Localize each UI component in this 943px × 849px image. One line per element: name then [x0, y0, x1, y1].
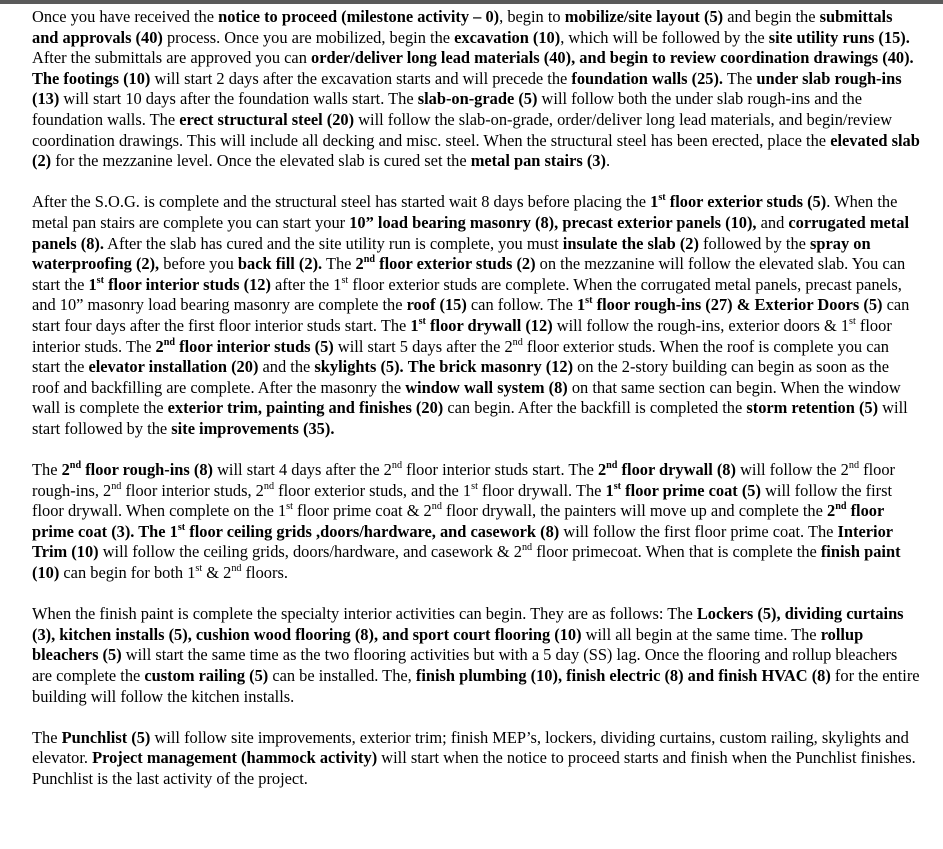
bold-activity: window wall system (8)	[405, 377, 568, 397]
text-run: When the finish paint is complete the specialty interior activities can begin. They are as follows: The	[32, 604, 697, 624]
text-run: can be installed. The,	[268, 666, 416, 685]
bold-activity: excavation (10)	[454, 27, 561, 47]
bold-activity: notice to proceed (milestone activity – 0)	[218, 7, 500, 26]
text-run: will start 2 days after the excavation starts and will precede the	[150, 68, 572, 88]
ordinal-suffix: nd	[521, 542, 533, 554]
paragraph-interior-finishes	[32, 460, 920, 584]
bold-activity: floor interior studs (12)	[104, 274, 271, 294]
text-run: The	[322, 254, 356, 274]
bold-activity: erect structural steel (20)	[179, 109, 355, 129]
bold-activity: floor prime coat (3). The 1	[32, 501, 884, 541]
bold-activity: 1	[605, 480, 614, 500]
text-run: can begin for both 1	[59, 563, 196, 583]
text-run: on that same section can begin. When the window wall is complete the	[32, 377, 901, 418]
text-run: will start the same time as the two flooring activities but with a 5 day (SS) lag. Once the flooring and rollup bleachers are complete the	[32, 645, 898, 685]
bold-activity: Lockers (5), dividing curtains (3), kitchen installs (5), cushion wood flooring (8), and sport court flooring (10)	[32, 604, 904, 644]
text-run: will all begin at the same time. The	[581, 624, 821, 644]
text-run: floor drywall, the painters will move up and complete the	[441, 501, 827, 521]
bold-ordinal-suffix: st	[96, 274, 104, 286]
bold-activity: roof (15)	[406, 295, 467, 315]
text-run: The	[32, 460, 62, 480]
bold-ordinal-suffix: nd	[606, 460, 618, 472]
bold-activity: floor drywall (12)	[425, 315, 553, 335]
ordinal-suffix: st	[849, 315, 856, 327]
bold-ordinal-suffix: nd	[69, 460, 82, 472]
top-border	[0, 0, 943, 4]
text-run: The	[32, 727, 62, 747]
text-run: floor drywall. The	[477, 480, 606, 500]
bold-activity: floor exterior studs (5)	[665, 192, 827, 212]
text-run: floor interior studs, 2	[121, 480, 264, 500]
paragraph-specialty-interiors	[32, 604, 920, 707]
bold-activity: foundation walls (25).	[571, 68, 724, 88]
text-run: floor interior studs start. The	[402, 460, 598, 480]
bold-activity: order/deliver long lead materials (40), and begin to review coordination drawings (40).	[311, 48, 914, 68]
bold-activity: Project management (hammock activity)	[92, 748, 378, 768]
bold-activity: floor ceiling grids ,doors/hardware, and casework (8)	[185, 521, 560, 541]
text-run: for the mezzanine level. Once the elevated slab is cured set the	[51, 151, 471, 171]
bold-activity: finish plumbing (10), finish electric (8) and finish HVAC (8)	[415, 666, 831, 685]
bold-activity: site utility runs (15).	[768, 27, 910, 47]
text-run: process. Once you are mobilized, begin the	[162, 27, 455, 47]
bold-activity: finish paint (10)	[32, 542, 901, 583]
bold-activity: custom railing (5)	[144, 666, 269, 685]
text-run: , begin to	[499, 7, 565, 26]
text-run: will start followed by the	[32, 398, 908, 438]
bold-ordinal-suffix: st	[658, 192, 666, 204]
bold-activity: insulate the slab (2)	[562, 233, 699, 253]
bold-activity: under slab rough-ins (13)	[32, 68, 902, 109]
text-run: can begin. After the backfill is completed the	[443, 398, 747, 418]
bold-ordinal-suffix: st	[418, 315, 426, 327]
paragraph-mobilization	[32, 7, 920, 172]
ordinal-suffix: st	[286, 501, 293, 513]
text-run: on the mezzanine will follow the elevated slab. You can start the	[32, 254, 906, 294]
text-run: will follow site improvements, exterior trim; finish MEP’s, lockers, dividing curtains, custom railing, skylights and elevator.	[32, 727, 909, 768]
bold-activity: 2	[155, 336, 164, 356]
text-run: will follow both the under slab rough-ins and the foundation walls. The	[32, 89, 863, 129]
ordinal-suffix: nd	[848, 460, 860, 472]
text-run: will follow the rough-ins, exterior doors & 1	[552, 315, 850, 335]
bold-ordinal-suffix: nd	[835, 501, 847, 513]
bold-activity: mobilize/site layout (5)	[564, 7, 724, 26]
ordinal-suffix: st	[471, 480, 478, 492]
text-run: and	[756, 212, 789, 232]
bold-activity: 2	[355, 254, 364, 274]
bold-activity: site improvements (35).	[171, 418, 335, 438]
text-run: can start four days after the first floor interior studs start. The	[32, 295, 910, 335]
bold-activity: 10” load bearing masonry (8), precast exterior panels (10),	[349, 212, 757, 232]
bold-activity: skylights (5).	[314, 357, 404, 377]
text-run: , which will be followed by the	[560, 27, 769, 47]
paragraph-punchlist	[32, 728, 920, 790]
bold-ordinal-suffix: nd	[363, 254, 376, 266]
bold-activity: 1	[88, 274, 97, 294]
bold-activity: elevator installation (20)	[88, 357, 259, 377]
bold-activity: 1	[650, 192, 659, 212]
text-run: will follow the slab-on-grade, order/deliver long lead materials, and begin/review coordination drawings. This will include all decking and misc. steel. When the structural steel has been erected, place the	[32, 109, 893, 150]
bold-activity: Interior Trim (10)	[32, 521, 893, 562]
bold-activity: rollup bleachers (5)	[32, 624, 864, 665]
bold-activity: 2	[61, 460, 70, 480]
bold-activity: storm retention (5)	[746, 398, 879, 418]
text-run: .	[605, 151, 611, 171]
text-run: followed by the	[698, 233, 811, 253]
bold-activity: floor exterior studs (2)	[375, 254, 536, 274]
text-run: floor exterior studs, and the 1	[274, 480, 472, 500]
bold-activity: exterior trim, painting and finishes (20)	[167, 398, 444, 418]
bold-activity: submittals and approvals (40)	[32, 7, 893, 47]
text-run: . When the metal pan stairs are complete you can start your	[32, 192, 898, 232]
text-run: & 2	[202, 563, 232, 583]
bold-activity: 1	[576, 295, 586, 315]
bold-ordinal-suffix: st	[613, 480, 622, 492]
text-run: will follow the first floor drywall. When complete on the 1	[32, 480, 893, 521]
text-run: The	[723, 68, 757, 88]
bold-activity: The brick masonry (12)	[407, 357, 574, 377]
text-run: after the 1	[270, 274, 342, 294]
bold-ordinal-suffix: st	[177, 521, 186, 533]
paragraph-exterior-envelope	[32, 192, 920, 439]
bold-activity: metal pan stairs (3)	[470, 151, 606, 171]
ordinal-suffix: nd	[431, 501, 442, 513]
bold-activity: floor rough-ins (27) & Exterior Doors (5)	[592, 295, 883, 315]
text-run: and the	[258, 357, 315, 377]
text-run: will start 4 days after the 2	[213, 460, 392, 480]
document-body	[32, 7, 920, 790]
bold-activity: The footings (10)	[32, 68, 151, 88]
text-run: After the slab has cured and the site utility run is complete, you must	[103, 233, 563, 253]
bold-activity: 2	[826, 501, 836, 521]
bold-activity: floor prime coat (5)	[621, 480, 761, 500]
text-run: floor exterior studs. When the roof is complete you can start the	[32, 336, 889, 377]
bold-activity: floor rough-ins (8)	[81, 460, 213, 480]
bold-activity: elevated slab (2)	[32, 130, 920, 171]
text-run: can follow. The	[466, 295, 577, 315]
ordinal-suffix: nd	[231, 563, 242, 575]
bold-activity: back fill (2).	[237, 254, 323, 274]
text-run: floor exterior studs are complete. When the corrugated metal panels, precast panels, and 10” masonry load bearing masonry are complete the	[32, 274, 902, 315]
bold-activity: corrugated metal panels (8).	[32, 212, 910, 253]
bold-activity: 2	[597, 460, 607, 480]
bold-activity: slab-on-grade (5)	[417, 89, 538, 109]
text-run: floors.	[241, 563, 288, 583]
text-run: floor prime coat & 2	[292, 501, 432, 521]
ordinal-suffix: st	[341, 274, 349, 286]
text-run: After the submittals are approved you can	[32, 48, 312, 68]
text-run: before you	[159, 254, 238, 274]
bold-activity: 1	[410, 315, 419, 335]
text-run: and begin the	[723, 7, 820, 26]
bold-activity: Punchlist (5)	[61, 727, 151, 747]
text-run: for the entire building will follow the kitchen installs.	[32, 666, 920, 706]
text-run: will start when the notice to proceed starts and finish when the Punchlist finishes. Punchlist is the last activity of the project.	[32, 748, 916, 788]
text-run: will start 5 days after the 2	[333, 336, 513, 356]
text-run: will follow the 2	[735, 460, 849, 480]
text-run: Once you have received the	[32, 7, 219, 26]
bold-ordinal-suffix: nd	[163, 336, 176, 348]
text-run: will follow the first floor prime coat. The	[559, 521, 838, 541]
ordinal-suffix: st	[195, 563, 203, 575]
ordinal-suffix: nd	[391, 460, 403, 472]
text-run: After the S.O.G. is complete and the structural steel has started wait 8 days before placing the	[32, 192, 651, 212]
bold-activity: floor drywall (8)	[617, 460, 736, 480]
bold-activity: spray on waterproofing (2),	[32, 233, 871, 274]
ordinal-suffix: nd	[263, 480, 275, 492]
text-run: will start 10 days after the foundation walls start. The	[59, 89, 418, 109]
text-run: will follow the ceiling grids, doors/hardware, and casework & 2	[98, 542, 522, 562]
ordinal-suffix: nd	[111, 480, 122, 492]
text-run: floor interior studs. The	[32, 315, 892, 356]
text-run: floor rough-ins, 2	[32, 460, 895, 500]
bold-activity: floor interior studs (5)	[175, 336, 334, 356]
text-run: floor primecoat. When that is complete the	[532, 542, 821, 562]
bold-ordinal-suffix: st	[585, 295, 593, 307]
text-run: on the 2-story building can begin as soon as the roof and backfilling are complete. After the masonry the	[32, 357, 889, 397]
ordinal-suffix: nd	[512, 336, 523, 348]
